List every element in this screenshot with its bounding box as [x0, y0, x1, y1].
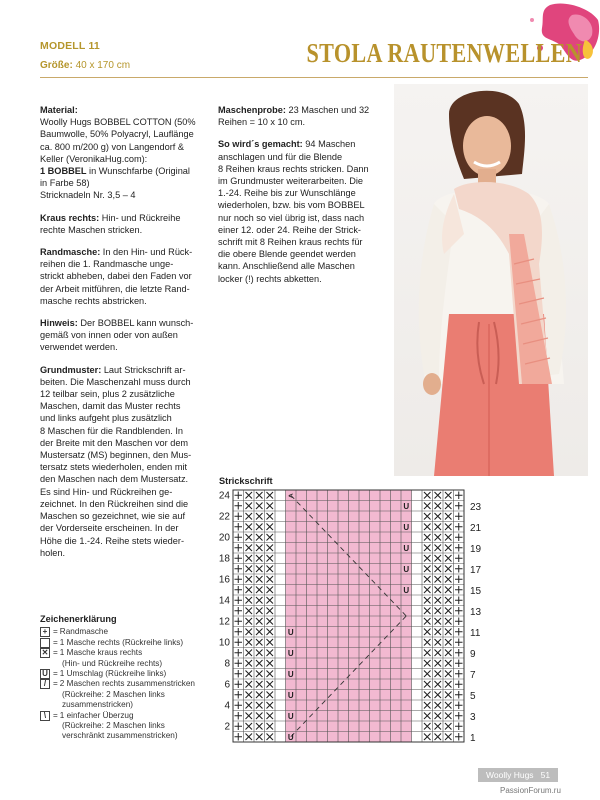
kraus-line: rechte Maschen stricken.: [40, 224, 143, 235]
gemacht-line: 1.-24. Reihe bis zur Wunschlänge: [218, 188, 356, 199]
u-mark: U: [287, 628, 294, 637]
u-mark: U: [287, 649, 294, 658]
gemacht-line: die obere Blende geendet werden: [218, 249, 356, 260]
row-label-left: 16: [218, 574, 230, 586]
row-label-left: 8: [224, 658, 230, 670]
gemacht-label: So wird´s gemacht:: [218, 139, 303, 150]
kraus-label: Kraus rechts:: [40, 212, 100, 223]
size-value: 40 x 170 cm: [75, 60, 131, 71]
legend-text: 1 einfacher Überzug: [59, 710, 134, 720]
model-photo: [394, 84, 588, 476]
grund-line: Laut Strickschrift ar-: [101, 364, 186, 375]
grundmuster-section: [40, 364, 208, 559]
grund-line: tersatz stets wiederholen, enden mit: [40, 462, 188, 473]
legend-text: Randmasche: [59, 627, 109, 637]
legend-text: 1 Umschlag (Rückreihe links): [59, 669, 167, 679]
row-label-left: 14: [218, 595, 230, 607]
grund-line: Es sind Hin- und Rückreihen ge-: [40, 486, 173, 497]
bobbel-bold: 1 BOBBEL: [40, 166, 87, 177]
footer-magazine: Woolly Hugs: [486, 770, 534, 780]
rand-line: der Arbeit mitführen, die letzte Rand-: [40, 283, 190, 294]
grund-line: beiten. Die Maschenzahl muss durch: [40, 376, 191, 387]
kraus-line: Hin- und Rückreihe: [99, 212, 181, 223]
material-line: Woolly Hugs BOBBEL COTTON (50%: [40, 117, 196, 128]
gemacht-line: 8 Reihen kraus rechts stricken. Dann: [218, 163, 369, 174]
probe-label: Maschenprobe:: [218, 105, 286, 115]
legend-item: [40, 627, 218, 637]
gemacht-line: 94 Maschen: [302, 139, 356, 150]
legend-text: 2 Maschen rechts zusammenstricken: [59, 679, 195, 689]
grund-line: 8 Maschen für die Randblenden. In: [40, 425, 184, 436]
gemacht-line: locker (!) rechts abketten.: [218, 273, 322, 284]
gemacht-line: kann. Anschließend alle Maschen: [218, 261, 355, 272]
u-mark: U: [403, 544, 410, 553]
needles-info: Stricknadeln Nr. 3,5 – 4: [40, 190, 136, 201]
hinweis-line: Der BOBBEL kann wunsch-: [77, 318, 194, 329]
grund-line: zeichnet. In den Rückreihen sind die: [40, 498, 189, 509]
legend-subtext: verschränkt zusammenstricken): [62, 731, 178, 741]
row-label-right: 17: [470, 565, 482, 576]
gemacht-line: schrift mit 8 Reihen kraus rechts für: [218, 237, 363, 248]
u-mark: U: [403, 502, 410, 511]
legend-title: Zeichenerklärung: [40, 614, 117, 624]
legend-item: [40, 648, 218, 658]
hinweis-section: [40, 317, 208, 354]
grund-line: Mustersatz (MS) beginnen, den Mus-: [40, 450, 192, 461]
empty-box-icon: [40, 638, 50, 648]
legend-item: [40, 711, 218, 721]
hinweis-label: Hinweis:: [40, 318, 78, 329]
grund-line: den Maschen nach dem Mustersatz.: [40, 474, 189, 485]
page-title: STOLA RAUTENWELLEN: [306, 38, 582, 68]
legend-item: [40, 679, 218, 689]
u-mark: U: [403, 523, 410, 532]
grund-line: der Vorderseite erscheinen. In der: [40, 523, 179, 534]
row-label-right: 5: [470, 691, 476, 702]
probe-line: 23 Maschen und 32: [285, 105, 370, 115]
grund-line: und links aufgeht plus zusätzlich: [40, 413, 172, 424]
footer-magazine-page: [478, 768, 558, 782]
slash-box-icon: /: [40, 679, 50, 689]
bobbel-line: [40, 165, 208, 177]
knitting-chart: [217, 486, 513, 762]
kraus-section: [40, 212, 208, 236]
row-label-right: 13: [470, 607, 482, 618]
row-label-left: 18: [218, 553, 230, 565]
legend-equals: =: [53, 648, 58, 658]
decrease-mark: <: [288, 491, 294, 501]
chart-title: Strickschrift: [219, 476, 273, 486]
grund-line: Maschen so gezeichnet, wie sie auf: [40, 511, 186, 522]
row-label-right: 3: [470, 712, 476, 723]
grund-line: 12 teilbar sein, plus 2 zusätzliche: [40, 389, 175, 400]
row-label-right: 15: [470, 586, 482, 597]
legend-subtext: (Rückreihe: 2 Maschen links: [62, 689, 165, 699]
size-label: Größe:: [40, 60, 73, 71]
legend-item: [40, 638, 218, 648]
rand-line: masche rechts abstricken.: [40, 295, 147, 306]
material-line: ca. 800 m/200 g) von Langendorf &: [40, 141, 185, 152]
rand-line: reihen die 1. Randmasche unge-: [40, 259, 174, 270]
row-label-left: 12: [218, 616, 230, 628]
row-label-right: 1: [470, 733, 476, 744]
material-section: [40, 104, 208, 202]
footer-site: PassionForum.ru: [500, 786, 561, 795]
row-label-left: 20: [218, 532, 230, 544]
x-box-icon: ✕: [41, 648, 49, 658]
row-label-right: 11: [470, 628, 481, 639]
u-mark: U: [403, 565, 410, 574]
backslash-box-icon: \: [40, 711, 50, 721]
u-mark: U: [287, 670, 294, 679]
grund-line: der Breite mit den Maschen vor dem: [40, 437, 189, 448]
legend-equals: =: [53, 679, 58, 689]
instructions-section: [218, 138, 386, 284]
header-divider: [40, 77, 588, 78]
probe-line: Reihen = 10 x 10 cm.: [218, 117, 306, 128]
row-label-right: 19: [470, 544, 482, 555]
text-column-left: [40, 104, 208, 569]
bobbel-color: in Farbe 58): [40, 178, 90, 189]
legend-text: 1 Masche kraus rechts: [59, 648, 143, 658]
material-text: [40, 116, 208, 165]
size-info: [40, 60, 130, 71]
grund-line: Maschen, damit das Muster rechts: [40, 401, 181, 412]
legend-subtext: (Hin- und Rückreihe rechts): [62, 658, 163, 668]
gemacht-line: im Grundmuster weiterarbeiten. Die: [218, 176, 364, 187]
row-label-right: 21: [470, 523, 482, 534]
rand-line: strickt abheben, dabei den Faden vor: [40, 271, 192, 282]
bobbel-rest: in Wunschfarbe (Original: [86, 166, 190, 177]
legend-subtext: zusammenstricken): [62, 700, 133, 710]
u-mark: U: [287, 712, 294, 721]
row-label-right: 23: [470, 502, 482, 513]
legend-items: [40, 627, 218, 741]
gemacht-line: nur noch so viel übrig ist, dass nach: [218, 212, 365, 223]
u-box-icon: U: [40, 669, 50, 679]
u-mark: U: [287, 733, 294, 742]
row-label-left: 4: [224, 700, 230, 712]
legend-text: 1 Masche rechts (Rückreihe links): [59, 637, 184, 647]
grund-label: Grundmuster:: [40, 364, 102, 375]
legend-equals: =: [53, 637, 58, 647]
rand-line: In den Hin- und Rück-: [100, 247, 193, 258]
material-line: Baumwolle, 50% Polyacryl, Lauflänge: [40, 129, 194, 140]
model-number: MODELL 11: [40, 40, 100, 52]
u-mark: U: [403, 586, 410, 595]
hinweis-line: verwendet werden.: [40, 342, 118, 353]
gemacht-line: anschlagen und für die Blende: [218, 151, 343, 162]
symbol-legend: [40, 614, 218, 742]
row-label-right: 9: [470, 649, 476, 660]
row-label-left: 2: [224, 721, 230, 733]
rand-label: Randmasche:: [40, 247, 101, 258]
legend-item: [40, 669, 218, 679]
gemacht-line: wiederholen, bzw. bis vom BOBBEL: [218, 200, 365, 211]
woman-with-stole-image: [394, 84, 588, 476]
rand-section: [40, 246, 208, 307]
row-label-left: 6: [224, 679, 230, 691]
text-column-right: [218, 104, 386, 295]
grund-line: holen.: [40, 547, 66, 558]
row-label-right: 7: [470, 670, 476, 681]
legend-equals: =: [53, 669, 58, 679]
plus-box-icon: +: [40, 627, 50, 637]
legend-subtext: (Rückreihe: 2 Maschen links: [62, 721, 165, 731]
row-label-left: 24: [218, 490, 230, 502]
row-label-left: 10: [218, 637, 230, 649]
gemacht-line: einer 12. oder 24. Reihe der Strick-: [218, 224, 361, 235]
hinweis-line: gemäß von innen oder von außen: [40, 330, 178, 341]
material-label: Material:: [40, 105, 78, 115]
grund-line: Höhe die 1.-24. Reihe stets wieder-: [40, 535, 185, 546]
row-label-left: 22: [218, 511, 230, 523]
maschenprobe-section: [218, 104, 386, 128]
legend-equals: =: [53, 627, 58, 637]
legend-equals: =: [53, 710, 58, 720]
page-number: 51: [540, 770, 551, 780]
u-mark: U: [287, 691, 294, 700]
material-line: Keller (VeronikaHug.com):: [40, 153, 148, 164]
